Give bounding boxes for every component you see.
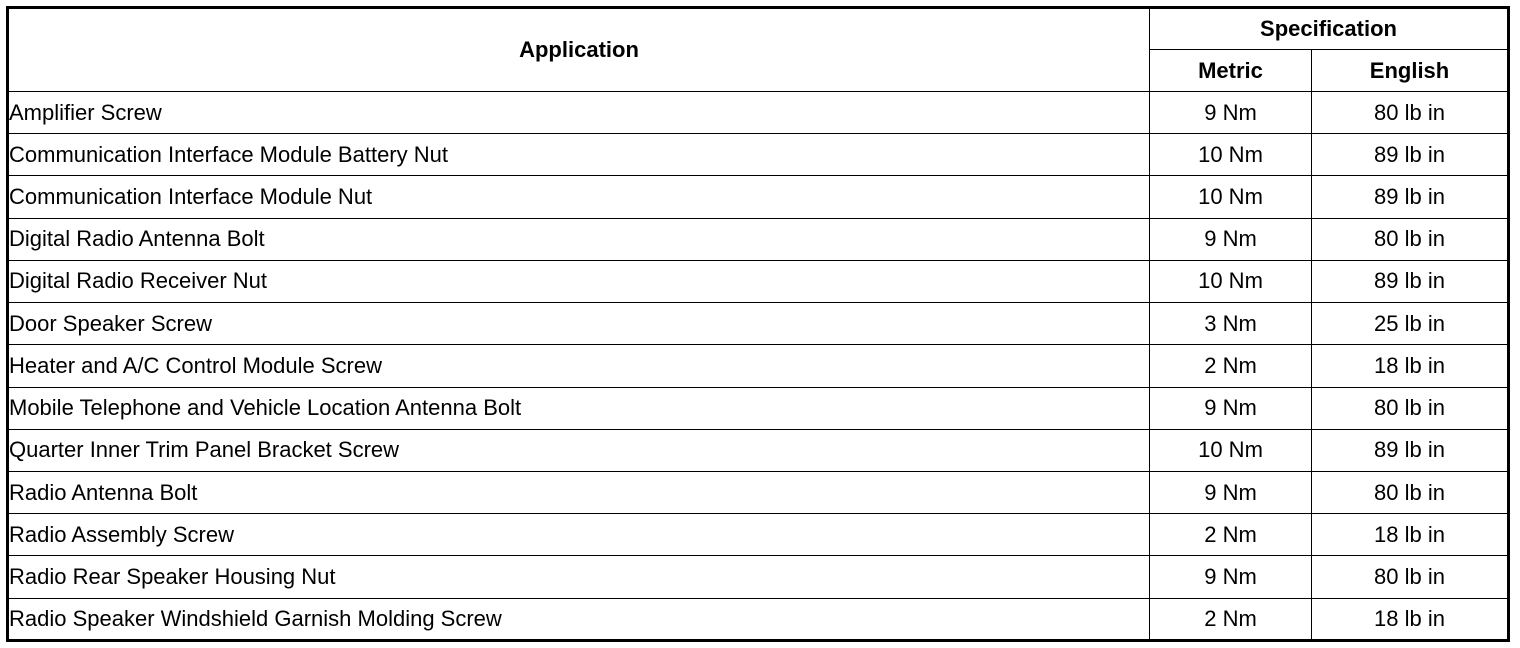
metric-cell: 2 Nm [1150,345,1312,387]
metric-header: Metric [1150,50,1312,92]
english-cell: 18 lb in [1312,345,1509,387]
english-cell: 18 lb in [1312,598,1509,640]
application-header: Application [8,8,1150,92]
application-cell: Door Speaker Screw [8,303,1150,345]
specification-header: Specification [1150,8,1509,50]
table-row [8,303,1509,345]
application-cell: Radio Rear Speaker Housing Nut [8,556,1150,598]
table-row [8,429,1509,471]
application-cell: Digital Radio Antenna Bolt [8,218,1150,260]
english-cell: 89 lb in [1312,260,1509,302]
application-cell: Communication Interface Module Nut [8,176,1150,218]
english-cell: 80 lb in [1312,387,1509,429]
application-cell: Radio Speaker Windshield Garnish Molding Screw [8,598,1150,640]
english-cell: 89 lb in [1312,176,1509,218]
application-cell: Digital Radio Receiver Nut [8,260,1150,302]
application-cell: Communication Interface Module Battery Nut [8,134,1150,176]
metric-cell: 2 Nm [1150,598,1312,640]
english-cell: 25 lb in [1312,303,1509,345]
english-cell: 89 lb in [1312,429,1509,471]
metric-cell: 9 Nm [1150,92,1312,134]
table-row [8,598,1509,640]
fastener-specification-table [6,6,1510,642]
table-row [8,387,1509,429]
metric-cell: 2 Nm [1150,514,1312,556]
metric-cell: 9 Nm [1150,471,1312,513]
application-cell: Heater and A/C Control Module Screw [8,345,1150,387]
english-cell: 80 lb in [1312,471,1509,513]
table-row [8,514,1509,556]
application-cell: Radio Assembly Screw [8,514,1150,556]
table-body [8,92,1509,641]
metric-cell: 10 Nm [1150,134,1312,176]
application-cell: Quarter Inner Trim Panel Bracket Screw [8,429,1150,471]
english-cell: 80 lb in [1312,556,1509,598]
english-header: English [1312,50,1509,92]
metric-cell: 10 Nm [1150,176,1312,218]
table-row [8,176,1509,218]
application-cell: Radio Antenna Bolt [8,471,1150,513]
metric-cell: 3 Nm [1150,303,1312,345]
application-cell: Amplifier Screw [8,92,1150,134]
english-cell: 89 lb in [1312,134,1509,176]
table-row [8,345,1509,387]
table-row [8,92,1509,134]
metric-cell: 9 Nm [1150,218,1312,260]
metric-cell: 9 Nm [1150,387,1312,429]
table-row [8,471,1509,513]
metric-cell: 10 Nm [1150,260,1312,302]
header-row [8,8,1509,50]
table-row [8,134,1509,176]
table-row [8,260,1509,302]
table-row [8,556,1509,598]
english-cell: 80 lb in [1312,218,1509,260]
table-row [8,218,1509,260]
english-cell: 80 lb in [1312,92,1509,134]
metric-cell: 9 Nm [1150,556,1312,598]
application-cell: Mobile Telephone and Vehicle Location Antenna Bolt [8,387,1150,429]
english-cell: 18 lb in [1312,514,1509,556]
metric-cell: 10 Nm [1150,429,1312,471]
